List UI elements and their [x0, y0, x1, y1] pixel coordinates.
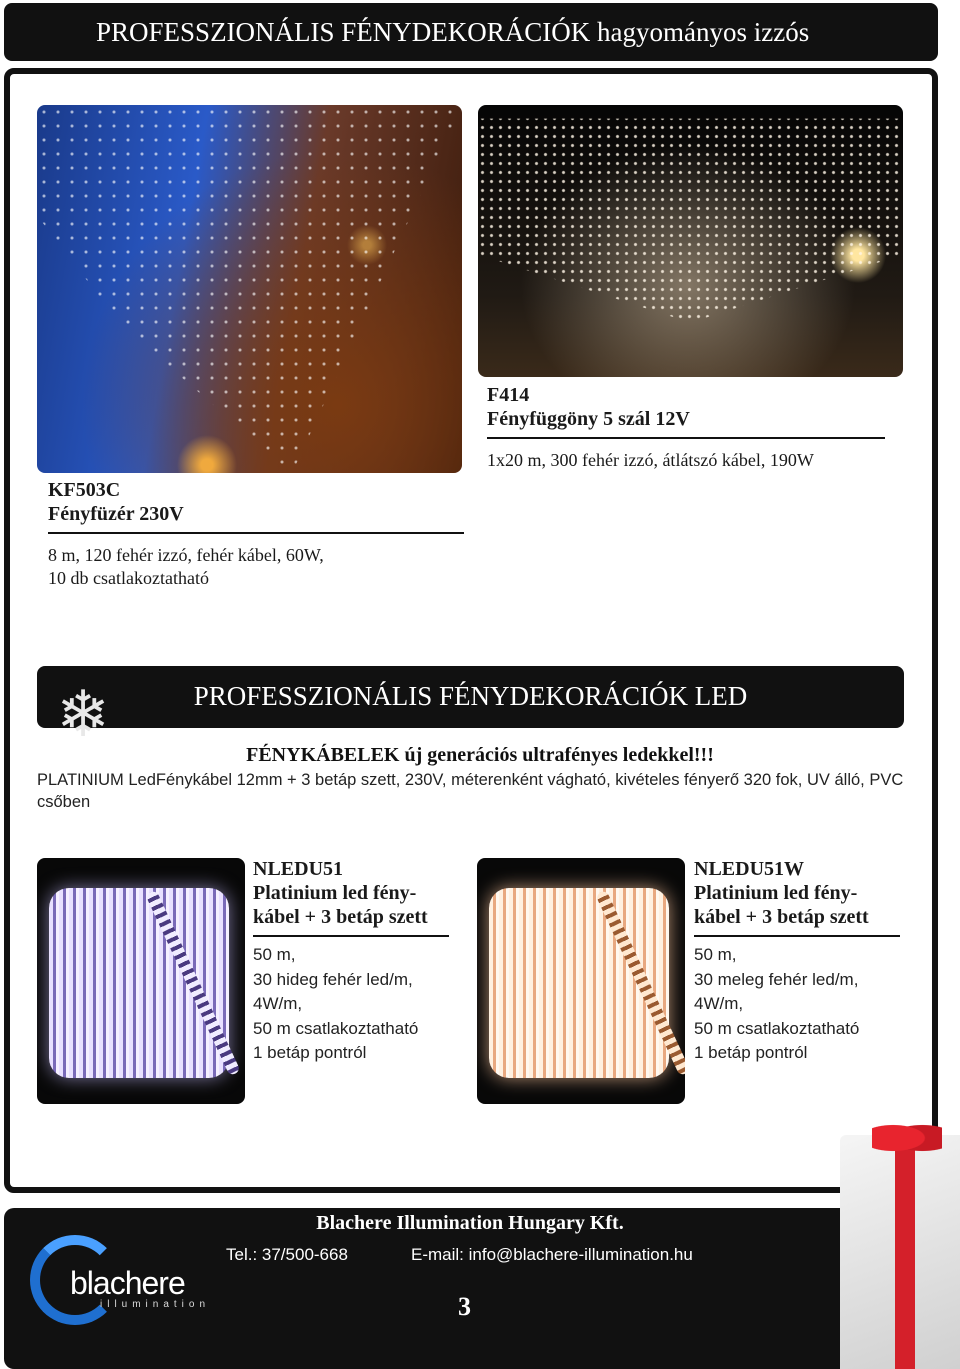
- page-number: 3: [458, 1292, 471, 1321]
- product-nledu51w: [694, 857, 900, 1066]
- spec-line: 4W/m,: [694, 994, 744, 1013]
- product-name-line: Platinium led fény-: [253, 882, 417, 904]
- page-title: PROFESSZIONÁLIS FÉNYDEKORÁCIÓK hagyományos izzós: [4, 3, 938, 61]
- spec-line: 50 m,: [694, 945, 737, 964]
- divider: [694, 935, 900, 937]
- divider: [48, 532, 464, 534]
- phone-number: Tel.: 37/500-668: [226, 1245, 348, 1264]
- spec-line: 4W/m,: [253, 994, 303, 1013]
- product-name-line: Platinium led fény-: [694, 882, 858, 904]
- product-desc-line: 8 m, 120 fehér izzó, fehér kábel, 60W,: [48, 545, 324, 565]
- snowflake-icon: ❄: [56, 679, 110, 750]
- product-code: F414: [487, 384, 530, 406]
- led-description: PLATINIUM LedFénykábel 12mm + 3 betáp szett, 230V, méterenként vágható, kivételes fényerő 320 fok, UV álló, PVC csőben: [37, 771, 904, 811]
- product-name: Fényfüzér 230V: [48, 503, 184, 525]
- blachere-logo: [30, 1235, 211, 1325]
- email-address: E-mail: info@blachere-illumination.hu: [411, 1245, 693, 1264]
- warm-white-cable-photo: [477, 858, 685, 1104]
- street-light-photo: [37, 105, 462, 473]
- product-desc-line: 10 db csatlakoztatható: [48, 568, 209, 588]
- company-name: Blachere Illumination Hungary Kft.: [316, 1212, 624, 1234]
- spec-line: 50 m csatlakoztatható: [694, 1018, 860, 1038]
- product-code: KF503C: [48, 479, 121, 501]
- spec-line: 1 betáp pontról: [253, 1043, 367, 1062]
- gift-bow-icon: [872, 1118, 942, 1158]
- logo-wordmark: blachere: [70, 1265, 185, 1301]
- led-section-title: PROFESSZIONÁLIS FÉNYDEKORÁCIÓK LED: [37, 666, 904, 728]
- led-subtitle: FÉNYKÁBELEK új generációs ultrafényes ledekkel!!!: [246, 744, 714, 766]
- canopy-light-photo: [478, 105, 903, 377]
- divider: [253, 935, 449, 937]
- product-kf503c: [48, 478, 464, 590]
- logo-subtitle: illumination: [100, 1299, 211, 1310]
- spec-line: 30 hideg fehér led/m,: [253, 969, 413, 989]
- product-code: NLEDU51: [253, 858, 344, 880]
- product-name-line: kábel + 3 betáp szett: [694, 906, 869, 928]
- product-name-line: kábel + 3 betáp szett: [253, 906, 428, 928]
- divider: [487, 437, 885, 439]
- gift-ribbon: [895, 1135, 915, 1369]
- product-nledu51: [253, 857, 449, 1066]
- spec-line: 30 meleg fehér led/m,: [694, 969, 859, 989]
- spec-line: 1 betáp pontról: [694, 1043, 808, 1062]
- product-desc-line: 1x20 m, 300 fehér izzó, átlátszó kábel, 190W: [487, 450, 814, 470]
- product-code: NLEDU51W: [694, 858, 805, 880]
- spec-line: 50 m,: [253, 945, 296, 964]
- spec-line: 50 m csatlakoztatható: [253, 1018, 419, 1038]
- product-name: Fényfüggöny 5 szál 12V: [487, 408, 690, 430]
- cold-white-cable-photo: [37, 858, 245, 1104]
- product-f414: [487, 383, 885, 472]
